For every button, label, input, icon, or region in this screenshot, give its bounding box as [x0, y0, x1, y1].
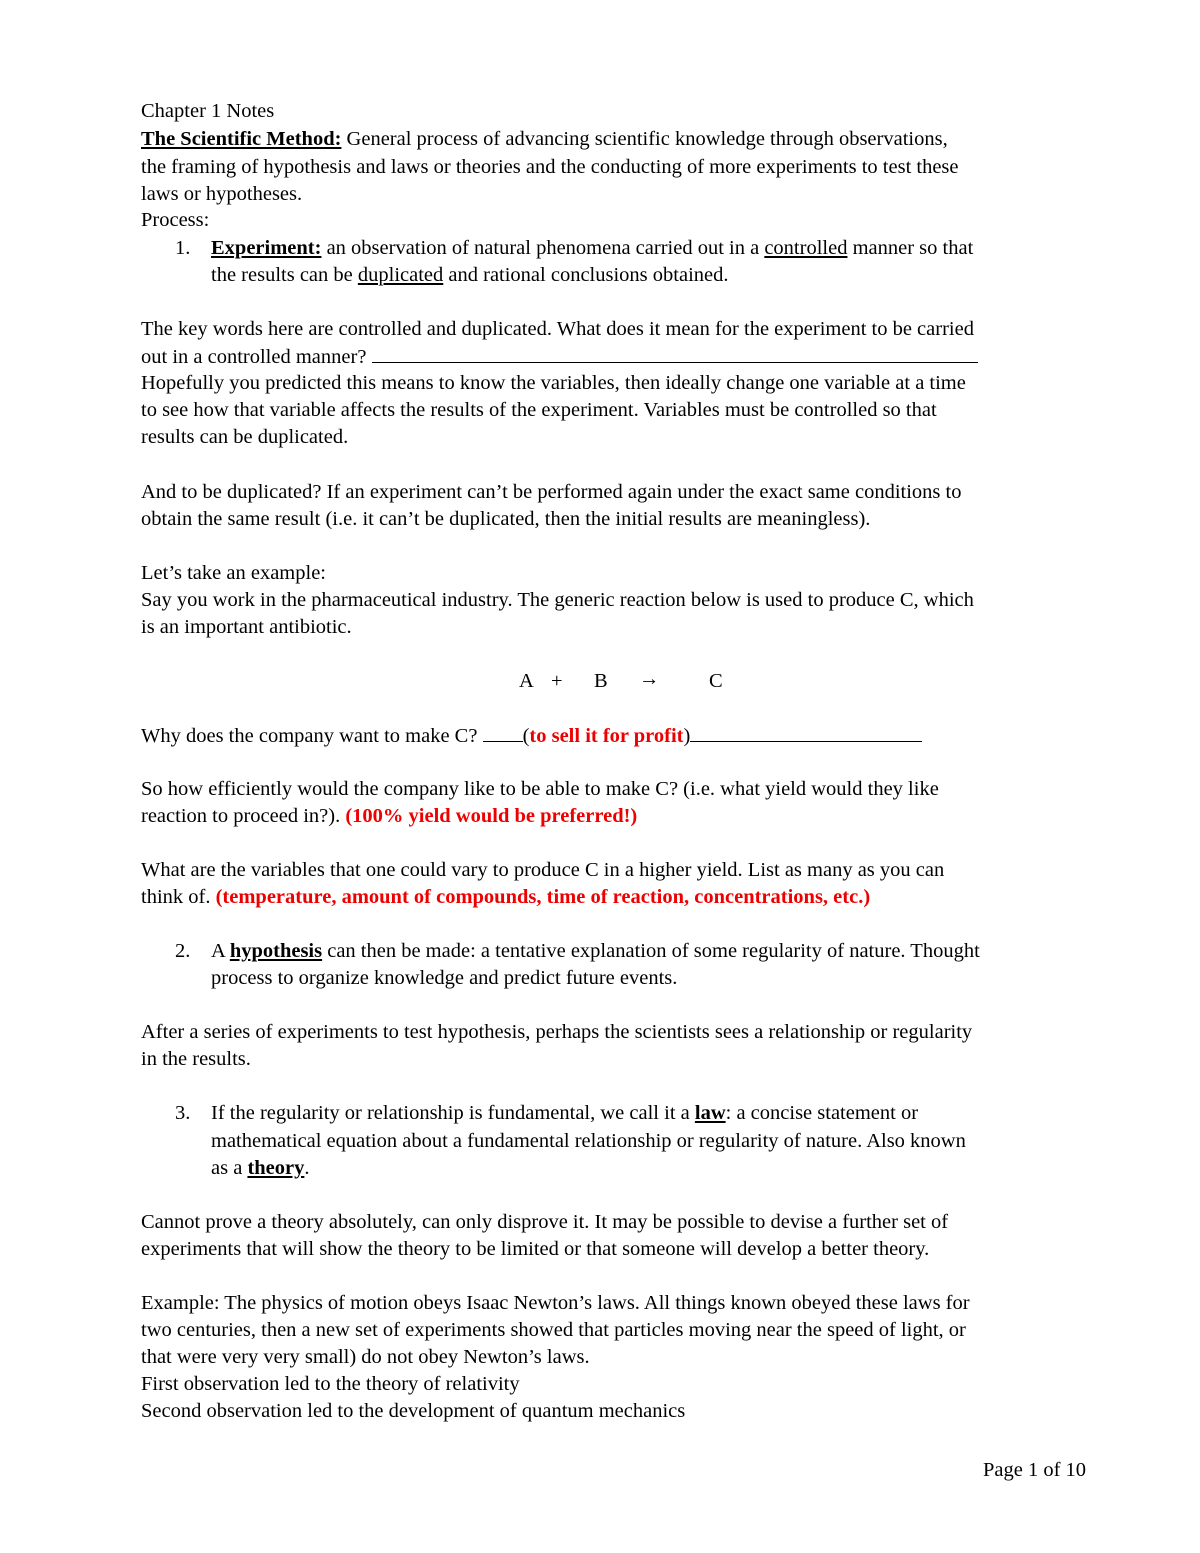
list-item-hypothesis: A hypothesis can then be made: a tentative explanation of some regularity of nature. Thought: [211, 940, 980, 962]
paragraph-line: Example: The physics of motion obeys Isaac Newton’s laws. All things known obeyed these laws for: [141, 1292, 970, 1314]
page-number: Page 1 of 10: [983, 1459, 1087, 1481]
term-law: law: [694, 1102, 726, 1124]
reactant-a: A: [519, 670, 534, 692]
answer-blank[interactable]: [690, 723, 922, 742]
list-item-experiment: Experiment: an observation of natural phenomena carried out in a controlled manner so that: [211, 237, 974, 259]
answer-text: to sell it for profit: [529, 725, 684, 747]
chapter-heading: Chapter 1 Notes: [141, 100, 275, 122]
paragraph-line: results can be duplicated.: [141, 426, 349, 448]
term-experiment: Experiment:: [211, 237, 322, 259]
question-line: think of. (temperature, amount of compounds, time of reaction, concentrations, etc.): [141, 886, 871, 908]
list-item-line: the results can be duplicated and rational conclusions obtained.: [211, 264, 729, 286]
paragraph-line: The key words here are controlled and duplicated. What does it mean for the experiment to be carried: [141, 318, 974, 340]
paragraph-line: First observation led to the theory of relativity: [141, 1373, 520, 1395]
list-item-law: If the regularity or relationship is fundamental, we call it a law: a concise statement or: [211, 1102, 919, 1124]
paragraph-line: to see how that variable affects the results of the experiment. Variables must be controlled so that: [141, 399, 937, 421]
paragraph-line: two centuries, then a new set of experiments showed that particles moving near the speed of light, or: [141, 1319, 966, 1341]
product-c: C: [709, 670, 723, 692]
question-line: So how efficiently would the company like to be able to make C? (i.e. what yield would they like: [141, 778, 939, 800]
paragraph-line: is an important antibiotic.: [141, 616, 352, 638]
list-item-line: mathematical equation about a fundamental relationship or regularity of nature. Also known: [211, 1130, 966, 1152]
list-number: 3.: [175, 1102, 191, 1124]
paragraph-line: Second observation led to the development of quantum mechanics: [141, 1400, 686, 1422]
paragraph-line: Say you work in the pharmaceutical industry. The generic reaction below is used to produce C, which: [141, 589, 974, 611]
definition-text: General process of advancing scientific knowledge through observations,: [341, 128, 948, 150]
keyword-controlled: controlled: [764, 237, 848, 259]
paragraph-line: Hopefully you predicted this means to know the variables, then ideally change one variable at a time: [141, 372, 966, 394]
definition-line: the framing of hypothesis and laws or theories and the conducting of more experiments to test these: [141, 156, 959, 178]
paragraph-line: experiments that will show the theory to be limited or that someone will develop a better theory.: [141, 1238, 930, 1260]
paragraph-line: Let’s take an example:: [141, 562, 326, 584]
term-theory: theory: [247, 1157, 305, 1179]
paragraph-line: that were very very small) do not obey Newton’s laws.: [141, 1346, 590, 1368]
keyword-duplicated: duplicated: [357, 264, 444, 286]
list-number: 1.: [175, 237, 191, 259]
paragraph-line: obtain the same result (i.e. it can’t be duplicated, then the initial results are meaningless).: [141, 508, 871, 530]
reactant-b: B: [594, 670, 608, 692]
term-hypothesis: hypothesis: [229, 940, 323, 962]
question-line: What are the variables that one could vary to produce C in a higher yield. List as many as you can: [141, 859, 945, 881]
definition-line: laws or hypotheses.: [141, 183, 303, 205]
answer-blank[interactable]: [483, 723, 523, 742]
paragraph-line: in the results.: [141, 1048, 251, 1070]
list-item-line: process to organize knowledge and predict future events.: [211, 967, 678, 989]
question-line: reaction to proceed in?). (100% yield would be preferred!): [141, 805, 638, 827]
paragraph-line: And to be duplicated? If an experiment can’t be performed again under the exact same conditions to: [141, 481, 962, 503]
answer-text: (100% yield would be preferred!): [345, 805, 638, 827]
process-label: Process:: [141, 209, 210, 231]
paragraph-line: After a series of experiments to test hypothesis, perhaps the scientists sees a relationship or regularity: [141, 1021, 973, 1043]
answer-blank[interactable]: [372, 344, 978, 363]
reaction-arrow-icon: →: [639, 668, 660, 690]
definition-line: [141, 127, 948, 151]
list-item-line: as a theory.: [211, 1157, 310, 1179]
plus-sign: +: [551, 670, 563, 692]
paragraph-line: Cannot prove a theory absolutely, can only disprove it. It may be possible to devise a further set of: [141, 1211, 949, 1233]
term-scientific-method: The Scientific Method:: [141, 128, 342, 150]
answer-text: (temperature, amount of compounds, time of reaction, concentrations, etc.): [215, 886, 871, 908]
paragraph-line: out in a controlled manner?: [141, 344, 978, 369]
list-number: 2.: [175, 940, 191, 962]
question-line: Why does the company want to make C? (to sell it for profit): [141, 723, 922, 748]
